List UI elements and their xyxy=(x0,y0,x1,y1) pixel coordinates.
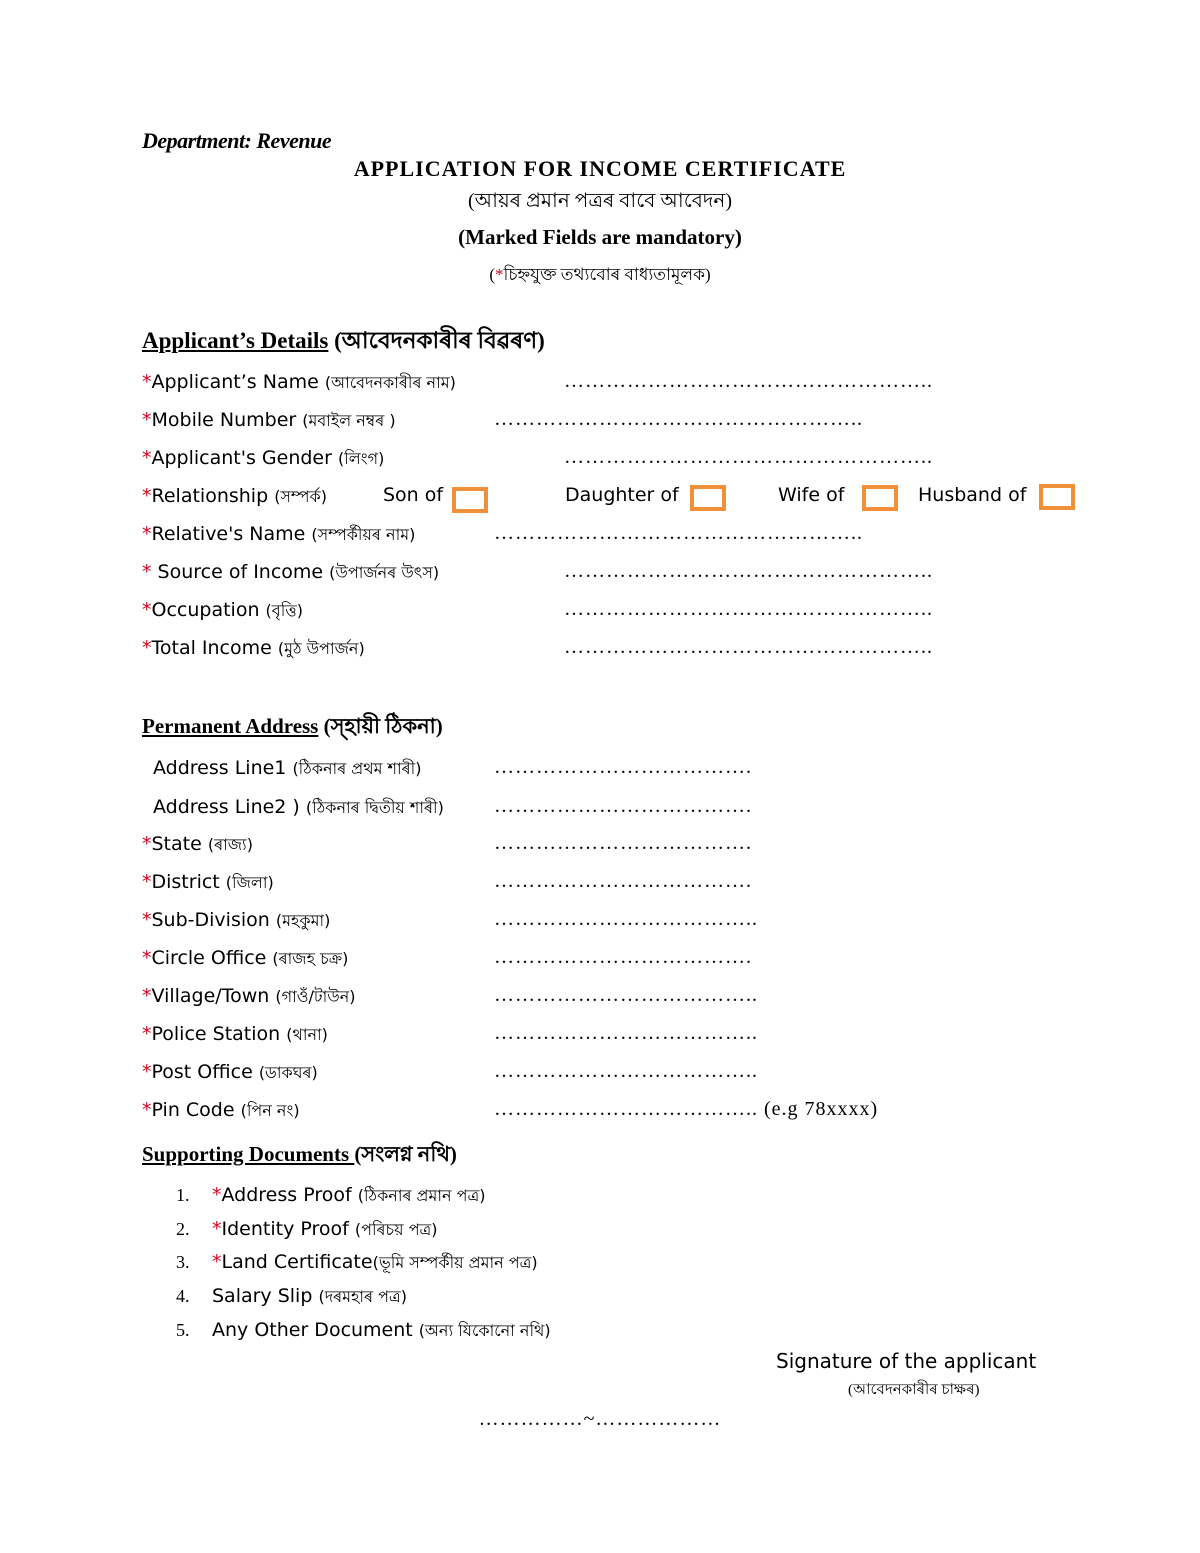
son-of-label: Son of xyxy=(383,484,444,506)
relative-name-label: *Relative's Name (সম্পৰ্কীয়ৰ নাম) xyxy=(142,523,416,545)
address-line2-field[interactable]: ………………………………. xyxy=(494,795,752,817)
signature-label-assamese: (আবেদনকাৰীৰ চাক্ষৰ) xyxy=(848,1382,980,1398)
document-item: 2. *Identity Proof (পৰিচয় পত্ৰ) xyxy=(176,1218,438,1240)
form-title-assamese: (আয়ৰ প্ৰমান পত্ৰৰ বাবে আবেদন) xyxy=(467,190,733,212)
subdivision-label: *Sub-Division (মহকুমা) xyxy=(142,909,331,931)
footer-dots: ……………~……………… xyxy=(478,1408,722,1430)
daughter-of-checkbox[interactable] xyxy=(690,485,726,511)
circle-office-label: *Circle Office (ৰাজহ চক্ৰ) xyxy=(142,947,349,969)
daughter-of-label: Daughter of xyxy=(565,484,679,506)
document-item: 4. Salary Slip (দৰমহাৰ পত্ৰ) xyxy=(176,1285,407,1307)
village-town-field[interactable]: ……………………………….. xyxy=(494,984,758,1006)
state-field[interactable]: ………………………………. xyxy=(494,832,752,854)
source-income-label: * Source of Income (উপাৰ্জনৰ উৎস) xyxy=(142,561,440,583)
husband-of-label: Husband of xyxy=(918,484,1027,506)
total-income-label: *Total Income (মুঠ উপাৰ্জন) xyxy=(142,637,365,659)
address-line1-field[interactable]: ………………………………. xyxy=(494,756,752,778)
occupation-label: *Occupation (বৃত্তি) xyxy=(142,599,303,621)
form-title: APPLICATION FOR INCOME CERTIFICATE xyxy=(353,156,847,181)
document-item: 1. *Address Proof (ঠিকনাৰ প্ৰমান পত্ৰ) xyxy=(176,1184,486,1206)
subdivision-field[interactable]: ……………………………….. xyxy=(494,908,758,930)
mobile-number-field[interactable]: …………………………………………….. xyxy=(494,408,863,430)
village-town-label: *Village/Town (গাওঁ/টাউন) xyxy=(142,985,356,1007)
mobile-number-label: *Mobile Number (মবাইল নম্বৰ ) xyxy=(142,409,396,431)
district-label: *District (জিলা) xyxy=(142,871,274,893)
gender-label: *Applicant's Gender (লিংগ) xyxy=(142,447,385,469)
post-office-field[interactable]: ……………………………….. xyxy=(494,1060,758,1082)
address-line2-label: Address Line2 ) (ঠিকনাৰ দ্বিতীয় শাৰী) xyxy=(153,796,444,818)
post-office-label: *Post Office (ডাকঘৰ) xyxy=(142,1061,318,1083)
district-field[interactable]: ………………………………. xyxy=(494,870,752,892)
mandatory-note: (Marked Fields are mandatory) xyxy=(458,225,742,249)
wife-of-checkbox[interactable] xyxy=(862,485,898,511)
circle-office-field[interactable]: ………………………………. xyxy=(494,946,752,968)
permanent-address-heading: Permanent Address (স্হায়ী ঠিকনা) xyxy=(142,714,443,738)
state-label: *State (ৰাজ্য) xyxy=(142,833,253,855)
signature-label: Signature of the applicant xyxy=(776,1349,1037,1373)
source-income-field[interactable]: …………………………………………….. xyxy=(564,560,933,582)
pin-code-field[interactable]: ……………………………….. (e.g 78xxxx) xyxy=(494,1098,879,1120)
occupation-field[interactable]: …………………………………………….. xyxy=(564,598,933,620)
document-item: 5. Any Other Document (অন্য যিকোনো নথি) xyxy=(176,1319,551,1341)
applicant-details-heading: Applicant’s Details (আবেদনকাৰীৰ বিৱৰণ) xyxy=(142,328,545,353)
pin-code-label: *Pin Code (পিন নং) xyxy=(142,1099,300,1121)
department-label: Department: Revenue xyxy=(142,128,332,153)
address-line1-label: Address Line1 (ঠিকনাৰ প্ৰথম শাৰী) xyxy=(153,757,422,779)
mandatory-note-assamese: (*চিহ্নযুক্ত তথ্যবোৰ বাধ্যতামূলক) xyxy=(489,265,711,284)
police-station-label: *Police Station (থানা) xyxy=(142,1023,328,1045)
husband-of-checkbox[interactable] xyxy=(1039,484,1075,510)
relative-name-field[interactable]: …………………………………………….. xyxy=(494,522,863,544)
son-of-checkbox[interactable] xyxy=(452,487,488,513)
applicant-name-field[interactable]: …………………………………………….. xyxy=(564,370,933,392)
wife-of-label: Wife of xyxy=(778,484,845,506)
relationship-label: *Relationship (সম্পৰ্ক) xyxy=(142,485,327,507)
applicant-name-label: *Applicant’s Name (আবেদনকাৰীৰ নাম) xyxy=(142,371,456,393)
total-income-field[interactable]: …………………………………………….. xyxy=(564,636,933,658)
police-station-field[interactable]: ……………………………….. xyxy=(494,1022,758,1044)
document-item: 3. *Land Certificate(ভূমি সম্পৰ্কীয় প্ৰমান পত্ৰ) xyxy=(176,1251,538,1273)
gender-field[interactable]: …………………………………………….. xyxy=(564,446,933,468)
supporting-documents-heading: Supporting Documents (সংলগ্ন নথি) xyxy=(142,1142,457,1166)
